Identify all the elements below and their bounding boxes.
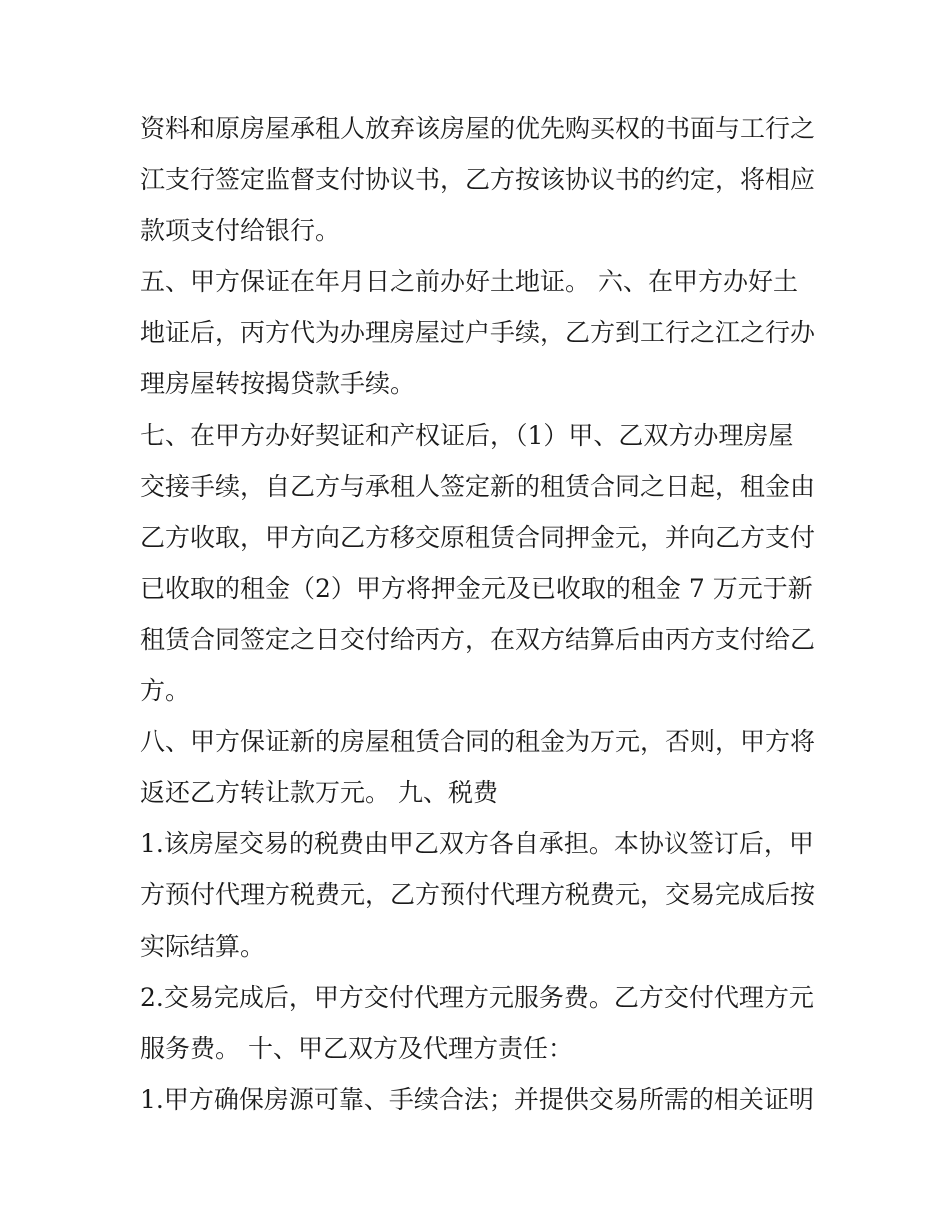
text-line: 方预付代理方税费元，乙方预付代理方税费元，交易完成后按 [140, 880, 816, 910]
text-line: 八、甲方保证新的房屋租赁合同的租金为万元，否则，甲方将 [140, 727, 816, 757]
text-line: 交接手续，自乙方与承租人签定新的租赁合同之日起，租金由 [140, 471, 816, 501]
text-line: 乙方收取，甲方向乙方移交原租赁合同押金元，并向乙方支付 [140, 522, 816, 552]
text-line: 理房屋转按揭贷款手续。 [140, 369, 416, 399]
text-line: 实际结算。 [140, 931, 266, 961]
text-line: 2.交易完成后，甲方交付代理方元服务费。乙方交付代理方元 [140, 982, 814, 1012]
text-line: 资料和原房屋承租人放弃该房屋的优先购买权的书面与工行之 [140, 114, 816, 143]
text-line: 已收取的租金（2）甲方将押金元及已收取的租金 7 万元于新 [140, 573, 813, 603]
text-line: 方。 [140, 676, 191, 706]
text-line: 1.该房屋交易的税费由甲乙双方各自承担。本协议签订后，甲 [140, 829, 814, 859]
text-line: 江支行签定监督支付协议书，乙方按该协议书的约定，将相应 [140, 165, 816, 195]
text-line: 服务费。 十、甲乙双方及代理方责任： [140, 1033, 573, 1063]
text-line: 租赁合同签定之日交付给丙方，在双方结算后由丙方支付给乙 [140, 624, 816, 654]
text-line: 返还乙方转让款万元。 九、税费 [140, 778, 498, 808]
text-line: 款项支付给银行。 [140, 216, 341, 246]
text-line: 七、在甲方办好契证和产权证后，（1）甲、乙双方办理房屋 [140, 420, 794, 450]
text-line: 五、甲方保证在年月日之前办好土地证。 六、在甲方办好土 [140, 267, 798, 297]
document-body [140, 104, 820, 1126]
text-line: 1.甲方确保房源可靠、手续合法；并提供交易所需的相关证明 [140, 1084, 814, 1114]
text-line: 地证后，丙方代为办理房屋过户手续，乙方到工行之江之行办 [140, 318, 816, 348]
